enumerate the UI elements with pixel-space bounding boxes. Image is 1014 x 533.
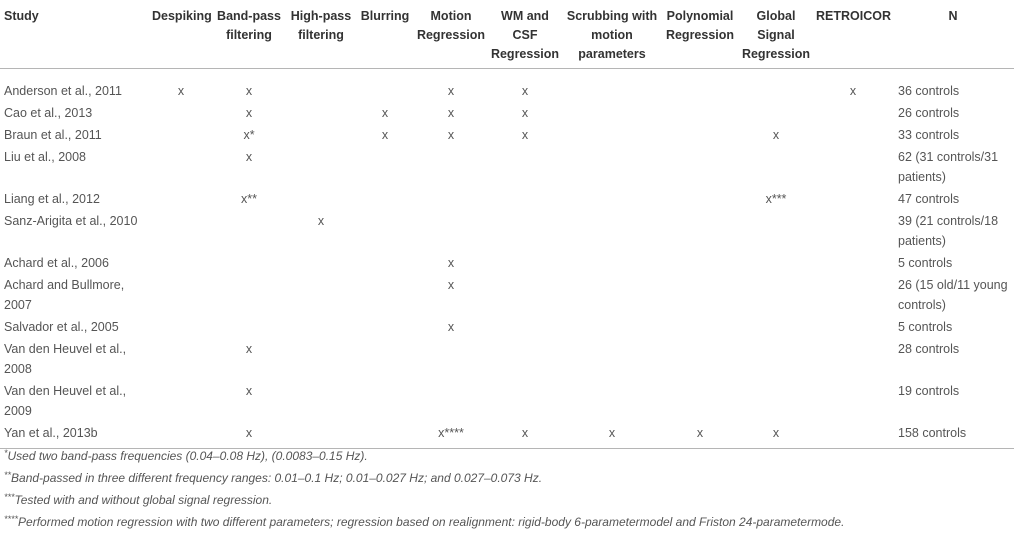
method-cell [286, 274, 356, 316]
footnote-text: Tested with and without global signal regression. [14, 493, 273, 507]
method-cell [814, 124, 892, 146]
method-cell [286, 188, 356, 210]
method-cell [738, 102, 814, 124]
method-cell [662, 188, 738, 210]
column-header: High-pass filtering [290, 9, 352, 42]
column-header: WM and CSF Regression [490, 9, 560, 61]
study-cell: Van den Heuvel et al., 2008 [4, 341, 127, 376]
n-cell: 26 (15 old/11 young controls) [898, 277, 1008, 312]
method-cell: x [521, 127, 529, 142]
method-cell [414, 338, 488, 380]
n-cell: 158 controls [898, 425, 967, 440]
method-cell [738, 338, 814, 380]
method-cell [562, 316, 662, 338]
table-row [0, 252, 1014, 274]
method-cell: x** [241, 191, 257, 206]
method-cell [562, 210, 662, 252]
method-cell: x [245, 425, 253, 440]
method-cell [356, 188, 414, 210]
method-cell [212, 210, 286, 252]
n-cell: 39 (21 controls/18 patients) [898, 213, 999, 248]
method-cell [562, 146, 662, 188]
method-cell [738, 252, 814, 274]
method-cell: x [608, 425, 616, 440]
method-cell [150, 124, 212, 146]
method-cell [414, 380, 488, 422]
table-row [0, 274, 1014, 316]
footnote-mark: **** [4, 514, 19, 524]
method-cell: x [177, 83, 185, 98]
method-cell [286, 316, 356, 338]
table-row [0, 316, 1014, 338]
study-cell: Liu et al., 2008 [4, 149, 87, 164]
table-row [0, 68, 1014, 102]
study-cell: Cao et al., 2013 [4, 105, 93, 120]
method-cell: x*** [765, 191, 787, 206]
method-cell [286, 380, 356, 422]
method-cell [814, 102, 892, 124]
method-cell [562, 338, 662, 380]
method-cell [662, 252, 738, 274]
method-cell [150, 252, 212, 274]
study-cell: Salvador et al., 2005 [4, 319, 119, 334]
method-cell: x [447, 105, 455, 120]
column-header: Despiking [152, 9, 212, 23]
table-row [0, 380, 1014, 422]
method-cell [662, 380, 738, 422]
study-cell: Braun et al., 2011 [4, 127, 102, 142]
table-header [0, 0, 1014, 68]
method-cell [488, 274, 562, 316]
method-cell [662, 146, 738, 188]
method-cell: x [381, 105, 389, 120]
method-cell [488, 210, 562, 252]
method-cell: x [447, 255, 455, 270]
method-cell [814, 380, 892, 422]
column-header: Polynomial Regression [665, 9, 735, 42]
method-cell [488, 338, 562, 380]
method-cell [562, 380, 662, 422]
method-cell: x [521, 425, 529, 440]
column-header: Study [4, 9, 39, 23]
method-cell [562, 68, 662, 102]
column-header: Motion Regression [416, 9, 486, 42]
study-cell: Achard et al., 2006 [4, 255, 109, 270]
column-header: N [948, 9, 958, 23]
column-header: Global Signal Regression [741, 9, 811, 61]
footnote-mark: ** [4, 470, 12, 480]
method-cell [662, 210, 738, 252]
table-row [0, 146, 1014, 188]
method-cell [356, 210, 414, 252]
method-cell [488, 380, 562, 422]
n-cell: 19 controls [898, 383, 960, 398]
footnote [4, 467, 844, 489]
method-cell [150, 380, 212, 422]
n-cell: 28 controls [898, 341, 960, 356]
method-cell [562, 188, 662, 210]
table-row [0, 124, 1014, 146]
method-cell: x [772, 127, 780, 142]
method-cell [662, 316, 738, 338]
method-cell [662, 68, 738, 102]
method-cell: x [381, 127, 389, 142]
method-cell [562, 102, 662, 124]
footnotes [4, 445, 844, 533]
method-cell [212, 316, 286, 338]
method-cell [414, 188, 488, 210]
method-cell: x [447, 319, 455, 334]
study-cell: Anderson et al., 2011 [4, 83, 122, 98]
n-cell: 62 (31 controls/31 patients) [898, 149, 999, 184]
method-cell [662, 338, 738, 380]
method-cell [738, 316, 814, 338]
method-cell [356, 316, 414, 338]
method-cell [212, 274, 286, 316]
method-cell [738, 210, 814, 252]
method-cell [356, 338, 414, 380]
method-cell [286, 124, 356, 146]
column-header: Scrubbing with motion parameters [566, 9, 658, 61]
method-cell [738, 68, 814, 102]
method-cell [488, 252, 562, 274]
column-header: RETROICOR [816, 9, 891, 23]
method-cell [814, 210, 892, 252]
study-cell: Achard and Bullmore, 2007 [4, 277, 125, 312]
study-cell: Sanz-Arigita et al., 2010 [4, 213, 138, 228]
footnote-text: Used two band-pass frequencies (0.04–0.08 Hz), (0.0083–0.15 Hz). [7, 449, 368, 463]
table-body [0, 68, 1014, 448]
method-cell [150, 188, 212, 210]
method-cell [814, 146, 892, 188]
method-cell: x [317, 213, 325, 228]
method-cell: x* [243, 127, 255, 142]
method-cell [488, 188, 562, 210]
method-cell [562, 274, 662, 316]
method-cell [814, 316, 892, 338]
method-cell [150, 102, 212, 124]
table-row [0, 210, 1014, 252]
method-cell [286, 102, 356, 124]
method-cell [562, 252, 662, 274]
method-cell [150, 316, 212, 338]
method-cell [286, 68, 356, 102]
method-cell: x [849, 83, 857, 98]
method-cell [814, 188, 892, 210]
method-cell [212, 252, 286, 274]
method-cell: x [521, 83, 529, 98]
method-cell [150, 210, 212, 252]
table-row [0, 338, 1014, 380]
n-cell: 26 controls [898, 105, 960, 120]
method-cell: x**** [438, 425, 464, 440]
study-cell: Liang et al., 2012 [4, 191, 100, 206]
method-cell: x [521, 105, 529, 120]
method-cell [286, 338, 356, 380]
method-cell [150, 338, 212, 380]
method-cell: x [772, 425, 780, 440]
column-header: Blurring [360, 9, 410, 23]
footnote [4, 445, 844, 467]
n-cell: 33 controls [898, 127, 960, 142]
method-cell [414, 210, 488, 252]
method-cell [662, 102, 738, 124]
footnote-mark: *** [4, 492, 15, 502]
n-cell: 36 controls [898, 83, 960, 98]
column-header: Band-pass filtering [217, 9, 281, 42]
method-cell [562, 124, 662, 146]
method-cell: x [245, 105, 253, 120]
method-cell: x [245, 149, 253, 164]
method-cell: x [245, 341, 253, 356]
method-cell: x [245, 83, 253, 98]
method-cell [356, 68, 414, 102]
n-cell: 5 controls [898, 319, 953, 334]
table-row [0, 188, 1014, 210]
method-cell [814, 274, 892, 316]
method-cell [356, 274, 414, 316]
study-cell: Yan et al., 2013b [4, 425, 98, 440]
method-cell [738, 146, 814, 188]
method-cell: x [447, 127, 455, 142]
method-cell [738, 380, 814, 422]
method-cell [150, 274, 212, 316]
footnote-mark: * [4, 448, 8, 458]
method-cell: x [447, 83, 455, 98]
footnote-text: Performed motion regression with two different parameters; regression based on realignment: rigid-body 6-parametermodel and Friston 24-parametermode. [18, 515, 845, 529]
method-cell [488, 316, 562, 338]
method-cell [150, 146, 212, 188]
method-cell [738, 274, 814, 316]
method-cell [662, 274, 738, 316]
footnote [4, 489, 844, 511]
method-cell [286, 146, 356, 188]
method-cell: x [245, 383, 253, 398]
method-cell [286, 252, 356, 274]
method-cell [356, 380, 414, 422]
footnote-text: Band-passed in three different frequency ranges: 0.01–0.1 Hz; 0.01–0.027 Hz; and 0.027–0.073 Hz. [11, 471, 543, 485]
method-cell [662, 124, 738, 146]
method-cell [414, 146, 488, 188]
n-cell: 47 controls [898, 191, 960, 206]
method-cell: x [696, 425, 704, 440]
method-cell: x [447, 277, 455, 292]
method-cell [814, 338, 892, 380]
table-row [0, 102, 1014, 124]
study-cell: Van den Heuvel et al., 2009 [4, 383, 127, 418]
method-cell [356, 252, 414, 274]
method-cell [488, 146, 562, 188]
method-cell [814, 252, 892, 274]
n-cell: 5 controls [898, 255, 953, 270]
method-cell [356, 146, 414, 188]
